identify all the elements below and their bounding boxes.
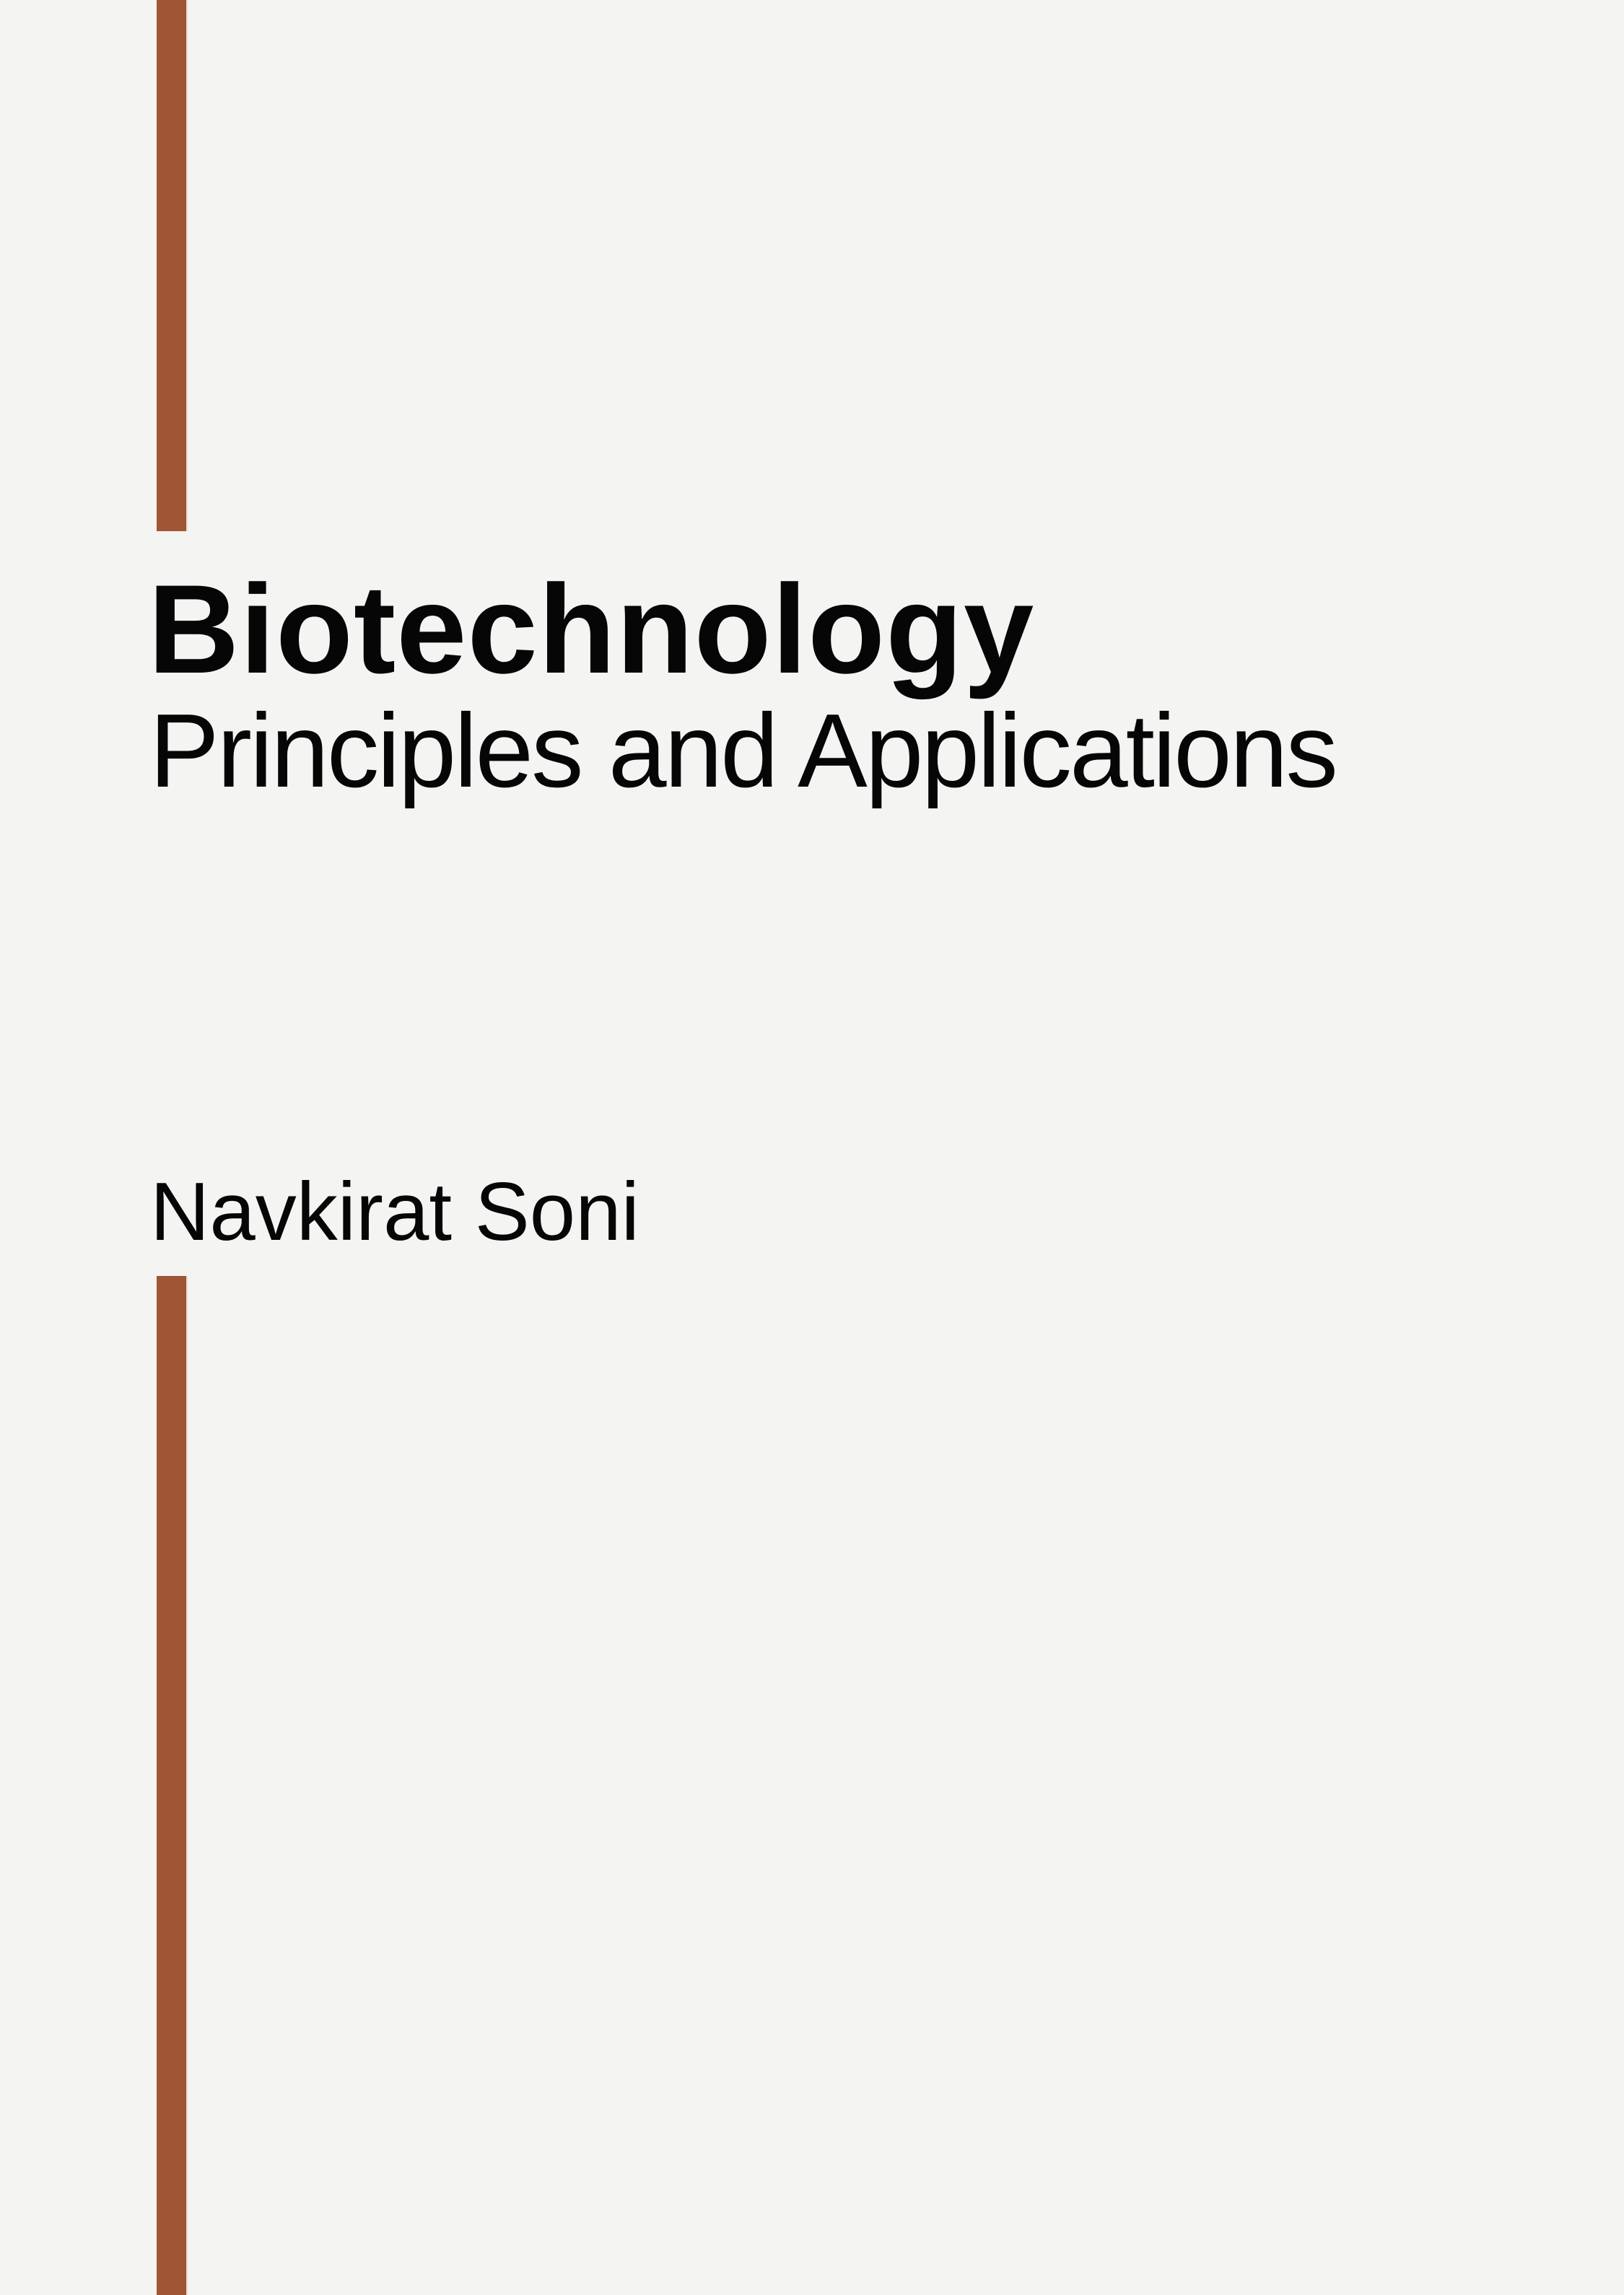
book-subtitle: Principles and Applications [149,692,1336,809]
accent-bar-bottom [157,1276,188,2295]
accent-bar-top [157,0,188,531]
book-title: Biotechnology [148,559,1035,700]
author-name: Navkirat Soni [150,1166,639,1258]
